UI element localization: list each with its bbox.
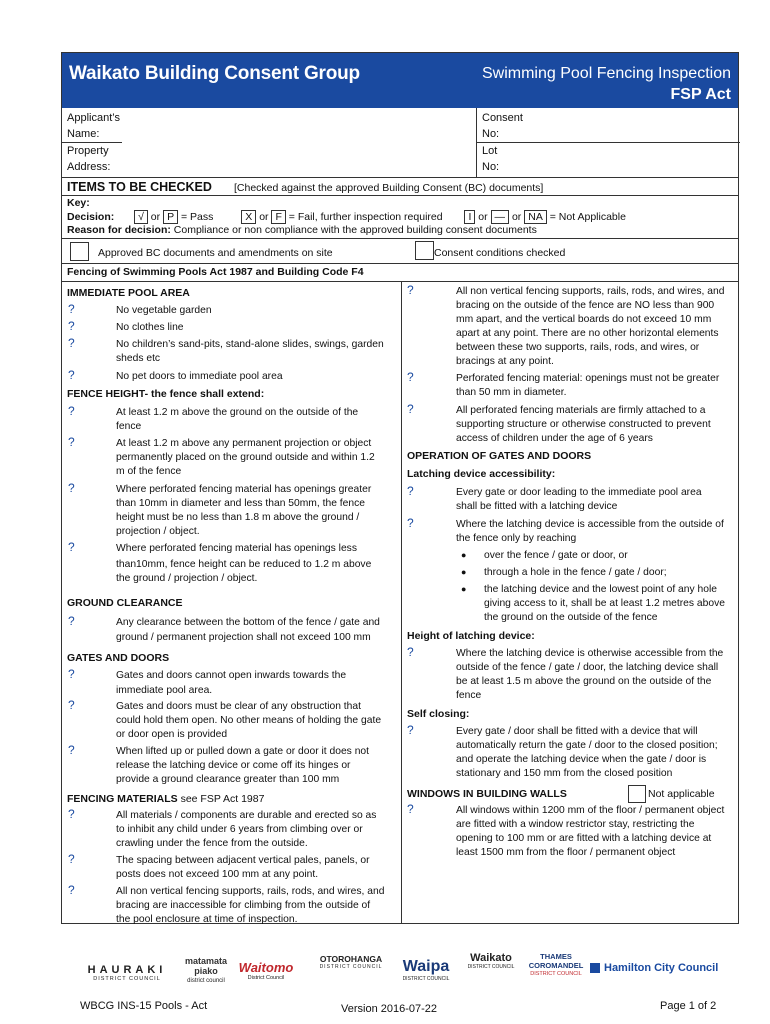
waitomo-sub: District Council <box>247 975 285 981</box>
org-title: Waikato Building Consent Group <box>69 63 360 84</box>
thames-logo <box>526 952 586 979</box>
or-text: or <box>511 211 522 223</box>
item-text: All non vertical fencing supports, rails, rods, and wires, and <box>116 886 385 897</box>
item-text: stationary and 150 mm from the closed position <box>456 768 673 779</box>
hamilton-name: Hamilton City Council <box>604 962 719 974</box>
item-text: Every gate / door shall be fitted with a device that will <box>456 726 698 737</box>
thames-name: THAMES COROMANDEL <box>528 952 584 970</box>
key-label: Key: <box>67 197 90 209</box>
status-marker[interactable]: ? <box>68 883 75 897</box>
item-text: No clothes line <box>116 322 184 333</box>
status-marker[interactable]: ? <box>68 336 75 350</box>
reason-label: Reason for decision: <box>67 224 171 236</box>
otorohanga-name: OTOROHANGA <box>319 954 383 964</box>
field-bottom-rule <box>62 177 738 178</box>
item-text: All non vertical fencing supports, rails, rods, and wires, and <box>456 286 725 297</box>
item-text: than 10mm in diameter and less than 50mm, the fence <box>116 498 365 509</box>
item-text: Gates and doors must be clear of any obstruction that <box>116 701 361 712</box>
field-rule <box>62 142 122 143</box>
decision-key <box>67 210 626 224</box>
item-text: the latching device and the lowest point of any hole <box>484 584 717 595</box>
gates-title: GATES AND DOORS <box>67 652 170 664</box>
fail-text: = Fail, further inspection required <box>288 211 443 223</box>
waikato-name: Waikato <box>470 952 512 964</box>
matamata-logo <box>178 956 234 986</box>
approved-bc-label: Approved BC documents and amendments on site <box>98 247 333 259</box>
item-text: Any clearance between the bottom of the fence / gate and <box>116 617 380 628</box>
column-divider <box>401 281 402 924</box>
status-marker[interactable]: ? <box>68 319 75 333</box>
otorohanga-sub: DISTRICT COUNCIL <box>319 964 383 970</box>
section-header: Fencing of Swimming Pools Act 1987 and Building Code F4 <box>67 266 364 278</box>
items-title: ITEMS TO BE CHECKED <box>67 180 212 194</box>
waitomo-logo <box>234 960 298 981</box>
item-text: the ground on the outside of the fence <box>484 612 658 623</box>
lot-label-2: No: <box>482 161 500 173</box>
item-text: bracings at any point. <box>456 356 554 367</box>
item-text: immediate pool area. <box>116 685 213 696</box>
applicant-label-2: Name: <box>67 128 100 140</box>
item-text: fence <box>116 421 142 432</box>
status-marker[interactable]: ? <box>68 667 75 681</box>
ground-title: GROUND CLEARANCE <box>67 597 183 609</box>
form-frame <box>61 52 739 924</box>
item-text: All perforated fencing materials are firmly attached to a <box>456 405 706 416</box>
immediate-title: IMMEDIATE POOL AREA <box>67 287 190 299</box>
status-marker[interactable]: ? <box>68 698 75 712</box>
waitomo-name: Waitomo <box>238 960 294 975</box>
status-marker[interactable]: ? <box>68 404 75 418</box>
status-marker[interactable]: ? <box>68 852 75 866</box>
item-text: automatically return the gate / door to the closed position; <box>456 740 718 751</box>
form-header <box>62 53 738 108</box>
item-text: Gates and doors cannot open inwards towards the <box>116 670 347 681</box>
property-label-1: Property <box>67 145 109 157</box>
footer-version: Version 2016-07-22 <box>341 1003 438 1015</box>
pass-text: = Pass <box>181 211 214 223</box>
item-text: release the latching device or come off its hinges or <box>116 760 351 771</box>
item-text: permanently placed on the ground outside and within 1.2 <box>116 452 375 463</box>
item-text: and operate the latching device when the gate / door is <box>456 754 707 765</box>
p-box: P <box>163 210 178 224</box>
item-text: supporting structure or otherwise constructed to prevent <box>456 419 711 430</box>
item-text: to inhibit any child under 6 years from climbing over or <box>116 824 363 835</box>
status-marker[interactable]: ? <box>407 484 414 498</box>
item-text: shall be fitted with a latching device <box>456 501 618 512</box>
na-box: NA <box>524 210 547 224</box>
item-text: The spacing between adjacent vertical pales, panels, or <box>116 855 370 866</box>
status-marker[interactable]: ? <box>407 645 414 659</box>
item-text: Where perforated fencing material has openings less <box>116 543 357 554</box>
materials-heading <box>67 793 264 805</box>
item-text: opening to 100 mm or are fitted with a latching device at <box>456 833 712 844</box>
status-marker[interactable]: ? <box>407 723 414 737</box>
item-text: outside of the fence / gate / door, the latching device shall <box>456 662 719 673</box>
height-title: FENCE HEIGHT- the fence shall extend: <box>67 388 265 400</box>
consent-label-2: No: <box>482 128 500 140</box>
item-text: giving access to it, shall be at least 1.2 metres above <box>484 598 725 609</box>
or-text: or <box>259 211 269 223</box>
or-text: or <box>150 211 161 223</box>
materials-title: FENCING MATERIALS <box>67 793 178 805</box>
footer-page: Page 1 of 2 <box>660 1000 717 1012</box>
waikato-logo <box>458 952 524 970</box>
status-marker[interactable]: ? <box>407 283 414 297</box>
i-box: I <box>464 210 475 224</box>
hauraki-name: HAURAKI <box>87 964 167 976</box>
item-text: No children’s sand-pits, stand-alone slides, swings, garden <box>116 339 384 350</box>
council-logos <box>78 950 738 992</box>
item-text: the ground / projection / object. <box>116 573 258 584</box>
key-rule <box>62 238 738 239</box>
status-marker[interactable]: ? <box>68 743 75 757</box>
self-closing-title: Self closing: <box>407 708 470 720</box>
item-text: than 50 mm in diameter. <box>456 387 567 398</box>
item-text: could hold them open. No other means of holding the gate <box>116 715 382 726</box>
item-text: or door open is provided <box>116 729 228 740</box>
waipa-logo <box>396 958 456 982</box>
hamilton-logo <box>590 962 740 974</box>
matamata-name: matamata piako <box>184 956 228 976</box>
property-label-2: Address: <box>67 161 111 173</box>
checks-rule <box>62 263 738 264</box>
hamilton-mark-icon <box>590 963 600 973</box>
item-text: At least 1.2 m above the ground on the outside of the <box>116 407 359 418</box>
status-marker[interactable]: ? <box>68 540 75 554</box>
item-text: posts does not exceed 100 mm at any point. <box>116 869 319 880</box>
x-box: X <box>241 210 256 224</box>
waipa-name: Waipa <box>402 958 450 975</box>
status-marker[interactable]: ? <box>407 370 414 384</box>
windows-title: WINDOWS IN BUILDING WALLS <box>407 788 567 800</box>
consent-conditions-checkbox[interactable] <box>415 241 434 260</box>
reason-line <box>67 224 537 236</box>
status-marker[interactable]: ? <box>68 807 75 821</box>
item-text: bracing are inaccessible for climbing from the outside of <box>116 900 371 911</box>
not-applicable-label: Not applicable <box>648 788 715 800</box>
dash-box: — <box>491 210 510 224</box>
item-text: ground / permanent projection shall not exceed 100 mm <box>116 632 371 643</box>
f-box: F <box>271 210 285 224</box>
item-text: mm apart, and the vertical boards do not exceed 10 mm <box>456 314 712 325</box>
bullet-icon: ● <box>461 550 467 560</box>
item-text: than10mm, fence height can be reduced to 1.2 m above <box>116 559 372 570</box>
footer-code: WBCG INS-15 Pools - Act <box>80 1000 208 1012</box>
form-subtitle: Swimming Pool Fencing Inspection <box>481 65 731 82</box>
item-text: All windows within 1200 mm of the floor / permanent object <box>456 805 725 816</box>
item-text: Where the latching device is otherwise accessible from the <box>456 648 724 659</box>
height-latch-title: Height of latching device: <box>407 630 535 642</box>
operation-title: OPERATION OF GATES AND DOORS <box>407 450 592 462</box>
item-text: No pet doors to immediate pool area <box>116 371 283 382</box>
matamata-sub: district council <box>187 978 225 984</box>
bullet-icon: ● <box>461 567 467 577</box>
thames-sub: DISTRICT COUNCIL <box>530 971 582 977</box>
item-text: No vegetable garden <box>116 305 212 316</box>
not-applicable-checkbox[interactable] <box>628 785 646 803</box>
item-text: fence <box>456 690 482 701</box>
status-marker[interactable]: ? <box>407 516 414 530</box>
reason-text: Compliance or non compliance with the approved building consent documents <box>173 224 537 236</box>
tick-box: √ <box>134 210 148 224</box>
hauraki-sub: DISTRICT COUNCIL <box>93 976 161 982</box>
status-marker[interactable]: ? <box>68 302 75 316</box>
lot-label-1: Lot <box>482 145 498 157</box>
section-rule <box>62 281 738 282</box>
item-text: access of children under the age of 6 years <box>456 433 653 444</box>
status-marker[interactable]: ? <box>407 802 414 816</box>
item-text: Where perforated fencing material has openings greater <box>116 484 372 495</box>
item-text: At least 1.2 m above any permanent projection or object <box>116 438 372 449</box>
field-rule <box>476 142 740 143</box>
waikato-sub: DISTRICT COUNCIL <box>467 964 515 970</box>
waipa-sub: DISTRICT COUNCIL <box>402 976 450 982</box>
status-marker[interactable]: ? <box>68 481 75 495</box>
status-marker[interactable]: ? <box>68 368 75 382</box>
or-text: or <box>478 211 488 223</box>
materials-note: see FSP Act 1987 <box>180 793 265 805</box>
otorohanga-logo <box>308 954 394 970</box>
item-text: provide a ground clearance greater than 100 mm <box>116 774 340 785</box>
status-marker[interactable]: ? <box>68 435 75 449</box>
approved-bc-checkbox[interactable] <box>70 242 89 261</box>
item-text: Where the latching device is accessible from the outside of <box>456 519 724 530</box>
item-text: crawling under the fence from the outside. <box>116 838 308 849</box>
status-marker[interactable]: ? <box>407 402 414 416</box>
item-text: the fence only by reaching <box>456 533 577 544</box>
item-text: Every gate or door leading to the immediate pool area <box>456 487 702 498</box>
hauraki-logo <box>78 964 176 982</box>
item-text: least 1500 mm from the floor / permanent object <box>456 847 676 858</box>
item-text: through a hole in the fence / gate / door; <box>484 567 667 578</box>
item-text: Perforated fencing material: openings must not be greater <box>456 373 720 384</box>
item-text: m of the fence <box>116 466 182 477</box>
decision-label: Decision: <box>67 211 115 223</box>
items-note: [Checked against the approved Building Consent (BC) documents] <box>234 182 544 194</box>
item-text: are fitted with a window restrictor stay, restricting the <box>456 819 695 830</box>
item-text: sheds etc <box>116 353 161 364</box>
item-text: apart at any point. There are no other horizontal elements <box>456 328 719 339</box>
item-text: projection / object. <box>116 526 200 537</box>
item-text: bracing on the outside of the fence are NO less than 900 <box>456 300 715 311</box>
act-label: FSP Act <box>670 86 731 103</box>
bullet-icon: ● <box>461 584 467 594</box>
item-text: height must be no less than 1.8 m above the ground / <box>116 512 360 523</box>
latch-access-title: Latching device accessibility: <box>407 468 556 480</box>
item-text: between these two supports, rails, rods, and wires, or <box>456 342 700 353</box>
consent-conditions-label: Consent conditions checked <box>434 247 566 259</box>
item-text: be at least 1.5 m above the ground on the outside of the <box>456 676 712 687</box>
consent-label-1: Consent <box>482 112 523 124</box>
item-text: When lifted up or pulled down a gate or door it does not <box>116 746 370 757</box>
item-text: All materials / components are durable and erected so as <box>116 810 377 821</box>
item-text: the pool enclosure at time of inspection. <box>116 914 298 925</box>
status-marker[interactable]: ? <box>68 614 75 628</box>
items-rule <box>62 195 738 196</box>
applicant-label-1: Applicant’s <box>67 112 120 124</box>
na-text: = Not Applicable <box>549 211 626 223</box>
item-text: over the fence / gate or door, or <box>484 550 628 561</box>
